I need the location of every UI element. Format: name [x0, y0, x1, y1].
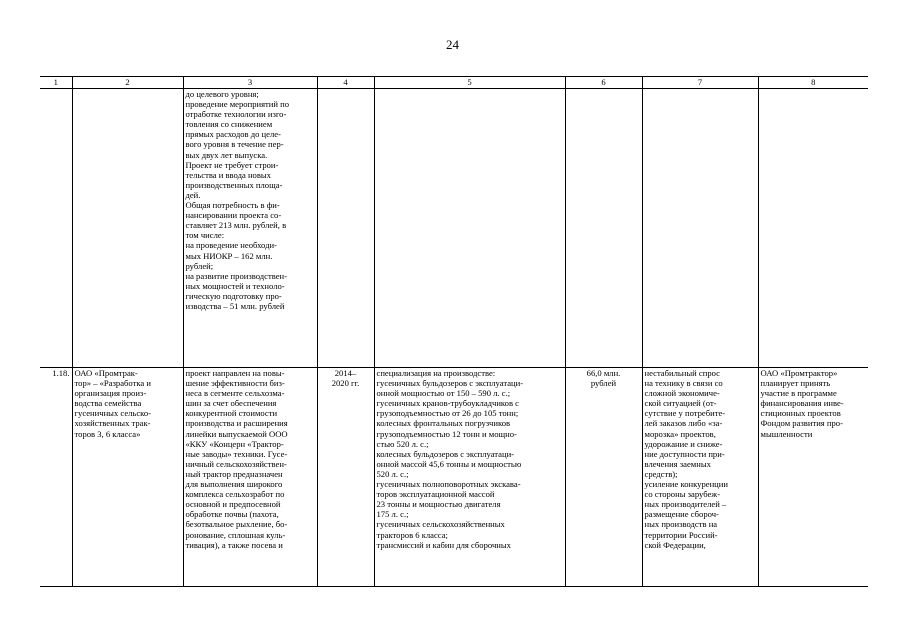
row-number: 1.18. [40, 368, 72, 587]
text-line: шин за счет обеспечения [185, 398, 277, 409]
text-line: вого уровня в течение пер- [185, 139, 284, 150]
text-line: неса в сегменте сельхозма- [185, 388, 285, 399]
text-line: мых НИОКР – 162 млн. [185, 250, 273, 261]
text-line: конкурентной стоимости [185, 408, 278, 419]
risks-cell [642, 368, 758, 587]
text-line: колесных бульдозеров с эксплуатаци- [376, 448, 515, 459]
text-line: со стороны зарубеж- [644, 489, 721, 500]
column-header-7: 7 [642, 77, 758, 89]
text-line: изводства – 51 млн. рублей [185, 300, 285, 311]
cont-cell-7 [642, 89, 758, 368]
text-line: нансировании проекта со- [185, 210, 282, 221]
text-line: товления со снижением [185, 119, 273, 130]
text-line: лей заказов либо «за- [644, 418, 723, 429]
text-line: ных мощностей и техноло- [185, 280, 285, 291]
text-line: территории Россий- [644, 529, 718, 540]
text-line: линейки выпускаемой ООО [185, 428, 288, 439]
text-line: ных производителей – [644, 499, 727, 510]
text-line: на проведение необходи- [185, 240, 277, 251]
text-line: на технику в связи со [644, 378, 723, 389]
text-line: комплекса сельхозработ по [185, 489, 285, 500]
text-line: 66,0 млн. [586, 368, 621, 378]
text-line: сложной экономиче- [644, 388, 720, 399]
text-line: онной мощностью от 150 – 590 л. с.; [376, 388, 511, 399]
text-line: организация произ- [74, 388, 147, 399]
text-line: ской Федерации, [644, 539, 706, 550]
text-line: гусеничных сельскохозяйственных [376, 519, 505, 530]
text-line: дей. [185, 189, 201, 200]
text-line: проведение мероприятий по [185, 99, 290, 110]
text-line: торов эксплуатационной массой [376, 489, 495, 500]
column-header-2: 2 [72, 77, 183, 89]
column-header-5: 5 [374, 77, 565, 89]
amount-cell [565, 368, 642, 587]
cont-cell-1 [40, 89, 72, 368]
text-line: до целевого уровня; [185, 89, 259, 99]
cont-cell-6 [565, 89, 642, 368]
text-line: отработке технологии изго- [185, 109, 287, 120]
text-line: гусеничных сельско- [74, 408, 152, 419]
cell-text [761, 368, 867, 439]
text-line: ОАО «Промтрак- [74, 368, 138, 378]
text-line: ставляет 213 млн. рублей, в [185, 220, 287, 231]
text-line: торов 3, 6 класса» [74, 428, 141, 439]
text-line: рублей [590, 378, 617, 389]
cell-text [568, 368, 640, 388]
text-line: тельства и ввода новых [185, 169, 271, 180]
text-line: нестабильный спрос [644, 368, 720, 378]
text-line: тор» – «Разработка и [74, 378, 151, 389]
text-line: 175 л. с.; [376, 509, 409, 520]
investment-projects-table [40, 76, 868, 587]
column-header-6: 6 [565, 77, 642, 89]
text-line: гическую подготовку про- [185, 290, 282, 301]
text-line: проект направлен на повы- [185, 368, 285, 378]
text-line: ных производств на [644, 519, 718, 530]
project-row-1-18 [40, 368, 868, 587]
text-line: том числе: [185, 230, 225, 241]
column-number-row [40, 77, 868, 89]
text-line: онной массой 45,6 тонны и мощностью [376, 458, 522, 469]
text-line: ской ситуацией (от- [644, 398, 717, 409]
text-line: для выполнения широкого [185, 479, 283, 490]
text-line: 2020 гг. [331, 378, 360, 389]
text-line: планирует принять [760, 378, 831, 389]
column-header-8: 8 [758, 77, 868, 89]
cont-cell-8 [758, 89, 868, 368]
text-line: колесных фронтальных погрузчиков [376, 418, 511, 429]
column-header-3: 3 [183, 77, 317, 89]
cont-cell-5 [374, 89, 565, 368]
period-cell [317, 368, 374, 587]
text-line: Проект не требует строи- [185, 159, 279, 170]
text-line: 2014– [334, 368, 357, 378]
project-name-cell [72, 368, 183, 587]
text-line: рублей; [185, 260, 214, 271]
text-line: шение эффективности биз- [185, 378, 285, 389]
products-cell [374, 368, 565, 587]
text-line: ронование, сплошная куль- [185, 529, 286, 540]
text-line: трансмиссий и кабин для сборочных [376, 539, 511, 550]
text-line: на развитие производствен- [185, 270, 288, 281]
text-line: хозяйственных трак- [74, 418, 151, 429]
text-line: ные заводы» техники. Гусе- [185, 448, 288, 459]
text-line: тивация), а также посева и [185, 539, 283, 550]
text-line: стиционных проектов [760, 408, 841, 419]
cell-text [186, 368, 315, 550]
text-line: ОАО «Промтрактор» [760, 368, 838, 378]
text-line: обработке почвы (пахота, [185, 509, 279, 520]
text-line: размещение сбороч- [644, 509, 719, 520]
text-line: влечения заемных [644, 458, 711, 469]
column-header-4: 4 [317, 77, 374, 89]
text-line: 23 тонны и мощностью двигателя [376, 499, 501, 510]
text-line: сутствие у потребите- [644, 408, 726, 419]
text-line: производства и расширения [185, 418, 288, 429]
text-line: гусеничных кранов-трубоукладчиков с [376, 398, 519, 409]
cont-cell-4 [317, 89, 374, 368]
text-line: мышленности [760, 428, 813, 439]
notes-cell [758, 368, 868, 587]
cell-text [377, 368, 563, 550]
text-line: грузоподъемностью 12 тонн и мощно- [376, 428, 517, 439]
text-line: стью 520 л. с.; [376, 438, 429, 449]
cont-cell-3 [183, 89, 317, 368]
text-line: средств); [644, 468, 678, 479]
text-line: гусеничных бульдозеров с эксплуатаци- [376, 378, 524, 389]
text-line: ние доступности при- [644, 448, 725, 459]
page-number: 24 [446, 37, 459, 52]
text-line: гусеничных полноповоротных экскава- [376, 479, 521, 490]
text-line: ничный сельскохозяйствен- [185, 458, 287, 469]
text-line: специализация на производстве: [376, 368, 496, 378]
cell-text [320, 368, 372, 388]
cell-text [645, 368, 756, 550]
project-description-cell [183, 368, 317, 587]
cell-text [186, 89, 315, 311]
text-line: финансирования инве- [760, 398, 844, 409]
cont-cell-2 [72, 89, 183, 368]
text-line: удорожание и сниже- [644, 438, 723, 449]
cell-text [75, 368, 181, 439]
text-line: морозка» проектов, [644, 428, 716, 439]
text-line: Общая потребность в фи- [185, 200, 280, 211]
text-line: грузоподъемностью от 26 до 105 тонн; [376, 408, 519, 419]
text-line: Фондом развития про- [760, 418, 843, 429]
column-header-1: 1 [40, 77, 72, 89]
continuation-row [40, 89, 868, 368]
text-line: безотвальное рыхление, бо- [185, 519, 288, 530]
text-line: прямых расходов до целе- [185, 129, 281, 140]
text-line: вых двух лет выпуска. [185, 149, 268, 160]
text-line: тракторов 6 класса; [376, 529, 448, 540]
text-line: усиление конкуренции [644, 479, 728, 490]
text-line: «ККУ «Концерн «Трактор- [185, 438, 284, 449]
text-line: ный трактор предназначен [185, 468, 283, 479]
text-line: 520 л. с.; [376, 468, 409, 479]
text-line: водства семейства [74, 398, 142, 409]
text-line: производственных площа- [185, 179, 283, 190]
text-line: основной и предпосевной [185, 499, 281, 510]
text-line: участие в программе [760, 388, 837, 399]
